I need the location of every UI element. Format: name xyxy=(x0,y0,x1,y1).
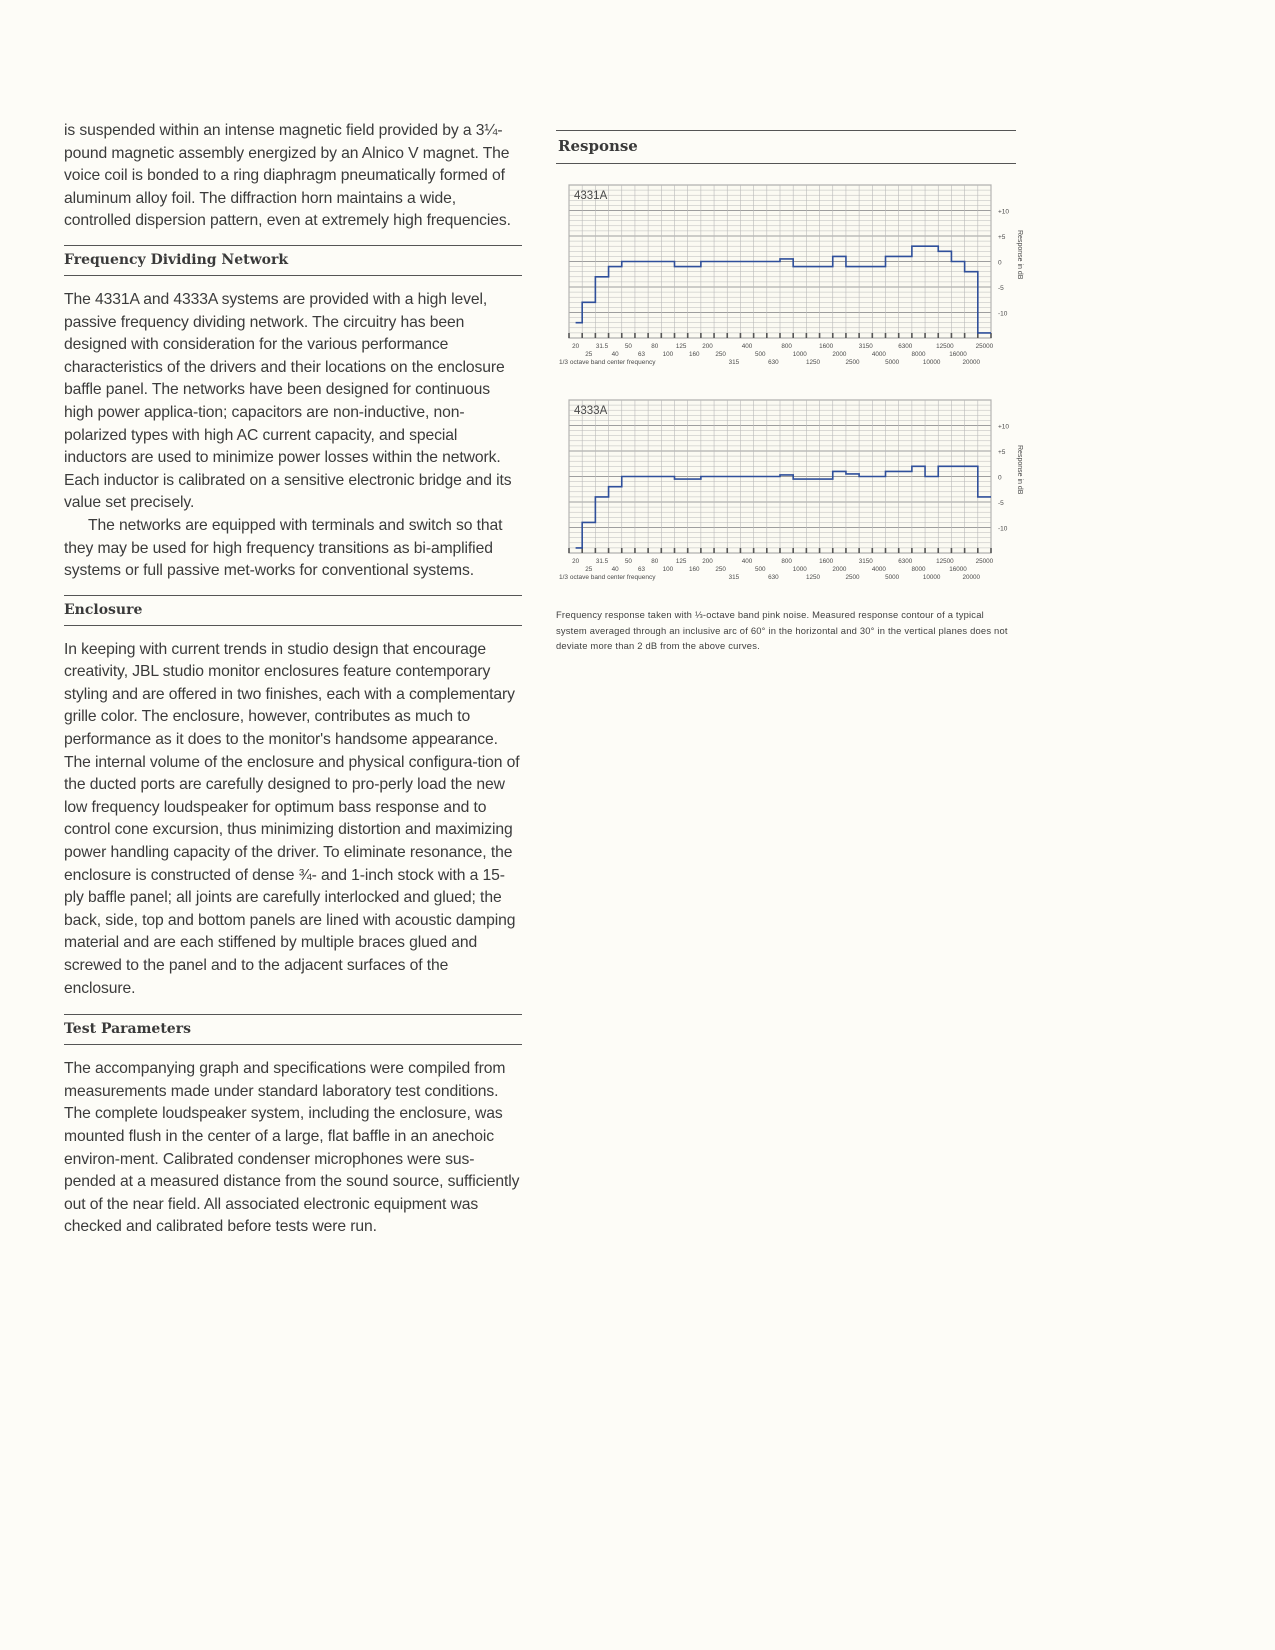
x-tick-label: 800 xyxy=(781,558,792,565)
x-tick-label: 31.5 xyxy=(595,558,609,565)
x-tick-label: 1000 xyxy=(792,351,807,358)
x-tick-label: 31.5 xyxy=(595,343,609,350)
x-tick-label: 40 xyxy=(611,351,619,358)
y-axis-label: Response in dB xyxy=(1016,445,1023,495)
x-tick-label: 20 xyxy=(572,558,580,565)
response-chart-4331a xyxy=(556,185,1023,390)
x-tick-label: 2500 xyxy=(845,359,860,366)
right-column xyxy=(556,130,1023,651)
response-chart-4331a-svg xyxy=(556,185,1023,385)
x-tick-label: 6300 xyxy=(898,343,913,350)
x-axis-label: 1/3 octave band center frequency xyxy=(559,574,656,581)
x-tick-label: 4000 xyxy=(871,351,886,358)
y-tick-label: +10 xyxy=(998,208,1010,216)
y-tick-label: +5 xyxy=(998,449,1006,456)
x-tick-label: 50 xyxy=(624,343,632,350)
x-axis-label: 1/3 octave band center frequency xyxy=(559,359,656,366)
response-chart-4333a xyxy=(556,400,1023,605)
x-tick-label: 16000 xyxy=(949,566,967,573)
response-chart-4333a-svg xyxy=(556,400,1023,600)
x-tick-label: 8000 xyxy=(911,351,926,358)
x-tick-label: 2000 xyxy=(832,351,847,358)
x-tick-label: 5000 xyxy=(885,359,900,366)
y-tick-label: -5 xyxy=(998,500,1004,507)
x-tick-label: 200 xyxy=(702,343,713,350)
x-tick-label: 20000 xyxy=(962,359,980,366)
enclosure-paragraph: In keeping with current trends in studio design that encourage creativity, JBL studio monitor enclosures feature contemporary styling and are offered in two finishes, each with a complementary grille color. The enclosure, however, contributes as much to performance as it does to the monitor's handsome appearance. The internal volume of the enclosure and physical configura-tion of the ducted ports are carefully designed to pro-perly load the new low frequency loudspeaker for optimum bass response and to control cone excursion, thus minimizing distortion and maximizing power handling capacity of the driver. To eliminate resonance, the enclosure is constructed of dense ¾- and 1-inch stock with a 15-ply baffle panel; all joints are carefully interlocked and glued; the back, side, top and bottom panels are lined with acoustic damping material and are each stiffened by multiple braces glued and screwed to the panel and to the adjacent surfaces of the enclosure. xyxy=(64,640,520,997)
x-tick-label: 10000 xyxy=(922,574,941,581)
y-tick-label: +5 xyxy=(998,234,1006,241)
x-tick-label: 250 xyxy=(715,351,726,358)
test-parameters-paragraph: The accompanying graph and specifications were compiled from measurements made under standard laboratory test conditions. The complete loudspeaker system, including the enclosure, was mounted flush in the center of a large, flat baffle in an anechoic environ-ment. Calibrated condenser microphones were sus-pended at a measured distance from the sound source, sufficiently out of the near field. All associated electronic equipment was checked and calibrated before tests were run. xyxy=(64,1060,520,1236)
enclosure-heading: Enclosure xyxy=(64,595,522,626)
x-tick-label: 630 xyxy=(768,359,779,366)
x-tick-label: 25000 xyxy=(975,343,994,350)
frequency-network-paragraph-2: The networks are equipped with terminals and switch so that they may be used for high frequency transitions as bi-amplified systems or full passive met-works for conventional systems. xyxy=(64,516,503,580)
x-tick-label: 125 xyxy=(675,558,687,565)
x-tick-label: 630 xyxy=(768,574,779,581)
x-tick-label: 1250 xyxy=(805,574,820,581)
x-tick-label: 25 xyxy=(585,351,593,358)
x-tick-label: 6300 xyxy=(898,558,913,565)
chart-title: 4331A xyxy=(574,190,608,202)
x-tick-label: 1600 xyxy=(819,343,834,350)
y-tick-label: 0 xyxy=(998,259,1002,267)
x-tick-label: 3150 xyxy=(858,343,873,350)
x-tick-label: 8000 xyxy=(911,566,926,573)
y-tick-label: -10 xyxy=(998,525,1008,533)
x-tick-label: 20 xyxy=(572,343,580,350)
chart-caption: Frequency response taken with ⅓-octave band pink noise. Measured response contour of a typical system averaged through an inclusive arc of 60° in the horizontal and 30° in the vertical planes does not deviate more than 2 dB from the above curves. xyxy=(556,609,1008,651)
x-tick-label: 315 xyxy=(728,359,740,366)
x-tick-label: 63 xyxy=(638,351,646,358)
y-tick-label: -10 xyxy=(998,310,1008,318)
y-tick-label: -5 xyxy=(998,285,1004,292)
x-tick-label: 400 xyxy=(741,343,753,350)
x-tick-label: 800 xyxy=(781,343,792,350)
x-tick-label: 1600 xyxy=(819,558,834,565)
x-tick-label: 500 xyxy=(754,566,766,573)
response-heading: Response xyxy=(556,130,1016,164)
x-tick-label: 80 xyxy=(651,343,659,350)
x-tick-label: 25000 xyxy=(975,558,994,565)
x-tick-label: 63 xyxy=(638,566,646,573)
x-tick-label: 400 xyxy=(741,558,753,565)
x-tick-label: 160 xyxy=(689,351,700,358)
x-tick-label: 1000 xyxy=(792,566,807,573)
x-tick-label: 40 xyxy=(611,566,619,573)
x-tick-label: 2500 xyxy=(845,574,860,581)
x-tick-label: 2000 xyxy=(832,566,847,573)
x-tick-label: 50 xyxy=(624,558,632,565)
x-tick-label: 125 xyxy=(675,343,687,350)
y-tick-label: +10 xyxy=(998,423,1010,431)
frequency-network-paragraph-1: The 4331A and 4333A systems are provided with a high level, passive frequency dividing network. The circuitry has been designed with consideration for the various performance characteristics of the drivers and their locations on the enclosure baffle panel. The networks have been designed for continuous high power applica-tion; capacitors are non-inductive, non-polarized types with high AC current capacity, and special inductors are used to minimize power losses within the network. Each inductor is calibrated on a sensitive electronic bridge and its value set precisely. xyxy=(64,290,512,512)
x-tick-label: 20000 xyxy=(962,574,980,581)
y-tick-label: 0 xyxy=(998,474,1002,482)
x-tick-label: 10000 xyxy=(922,359,941,366)
frequency-network-heading: Frequency Dividing Network xyxy=(64,245,522,276)
x-tick-label: 200 xyxy=(702,558,713,565)
chart-title: 4333A xyxy=(574,405,608,417)
x-tick-label: 25 xyxy=(585,566,593,573)
x-tick-label: 100 xyxy=(662,351,674,358)
x-tick-label: 100 xyxy=(662,566,674,573)
x-tick-label: 3150 xyxy=(858,558,873,565)
test-parameters-heading: Test Parameters xyxy=(64,1014,522,1045)
intro-paragraph: is suspended within an intense magnetic field provided by a 3¼-pound magnetic assembly energized by an Alnico V magnet. The voice coil is bonded to a ring diaphragm pneumatically formed of aluminum alloy foil. The diffraction horn maintains a wide, controlled dispersion pattern, even at extremely high frequencies. xyxy=(64,122,511,230)
x-tick-label: 12500 xyxy=(936,343,954,350)
y-axis-label: Response in dB xyxy=(1016,230,1023,280)
x-tick-label: 5000 xyxy=(885,574,900,581)
x-tick-label: 4000 xyxy=(871,566,886,573)
x-tick-label: 80 xyxy=(651,558,659,565)
x-tick-label: 160 xyxy=(689,566,700,573)
left-column xyxy=(64,120,522,1239)
x-tick-label: 315 xyxy=(728,574,740,581)
x-tick-label: 500 xyxy=(754,351,766,358)
x-tick-label: 16000 xyxy=(949,351,967,358)
x-tick-label: 250 xyxy=(715,566,726,573)
x-tick-label: 12500 xyxy=(936,558,954,565)
x-tick-label: 1250 xyxy=(805,359,820,366)
